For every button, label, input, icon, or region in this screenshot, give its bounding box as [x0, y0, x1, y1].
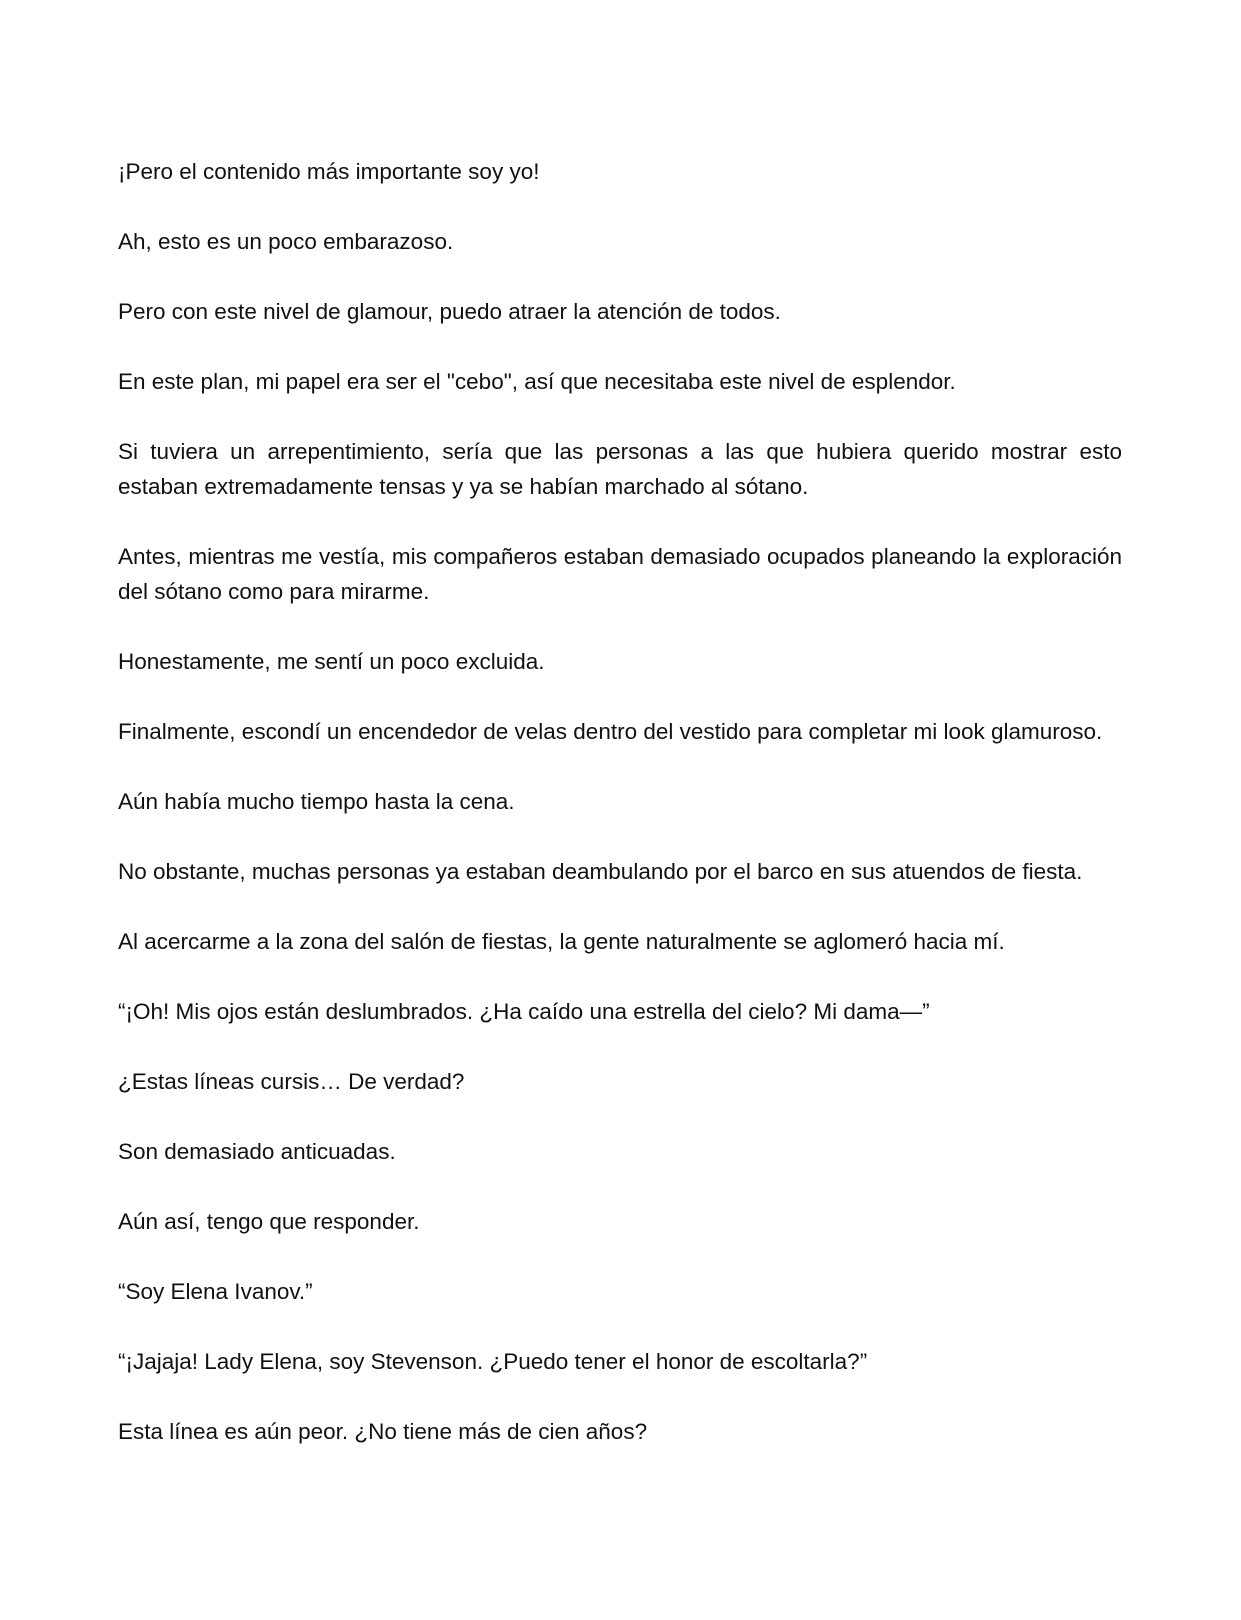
paragraph: No obstante, muchas personas ya estaban deambulando por el barco en sus atuendos de fiesta. [118, 859, 1083, 884]
paragraph: Finalmente, escondí un encendedor de velas dentro del vestido para completar mi look glamuroso. [118, 719, 1103, 744]
paragraph: Son demasiado anticuadas. [118, 1139, 396, 1164]
paragraph: Al acercarme a la zona del salón de fiestas, la gente naturalmente se aglomeró hacia mí. [118, 929, 1005, 954]
paragraph: Ah, esto es un poco embarazoso. [118, 229, 454, 254]
paragraph: Antes, mientras me vestía, mis compañeros estaban demasiado ocupados planeando la exploración del sótano como para mirarme. [118, 544, 1122, 604]
paragraph: ¿Estas líneas cursis… De verdad? [118, 1069, 465, 1094]
paragraph: Pero con este nivel de glamour, puedo atraer la atención de todos. [118, 299, 781, 324]
document-body [118, 154, 1122, 1484]
paragraph: Esta línea es aún peor. ¿No tiene más de cien años? [118, 1419, 648, 1444]
paragraph: “¡Jajaja! Lady Elena, soy Stevenson. ¿Puedo tener el honor de escoltarla?” [118, 1349, 868, 1374]
paragraph: Si tuviera un arrepentimiento, sería que las personas a las que hubiera querido mostrar esto estaban extremadamente tensas y ya se habían marchado al sótano. [118, 439, 1122, 499]
paragraph: ¡Pero el contenido más importante soy yo! [118, 159, 540, 184]
paragraph: En este plan, mi papel era ser el "cebo", así que necesitaba este nivel de esplendor. [118, 369, 956, 394]
paragraph: “¡Oh! Mis ojos están deslumbrados. ¿Ha caído una estrella del cielo? Mi dama—” [118, 999, 930, 1024]
paragraph: Aún había mucho tiempo hasta la cena. [118, 789, 515, 814]
paragraph: Honestamente, me sentí un poco excluida. [118, 649, 545, 674]
paragraph: Aún así, tengo que responder. [118, 1209, 420, 1234]
paragraph: “Soy Elena Ivanov.” [118, 1279, 313, 1304]
